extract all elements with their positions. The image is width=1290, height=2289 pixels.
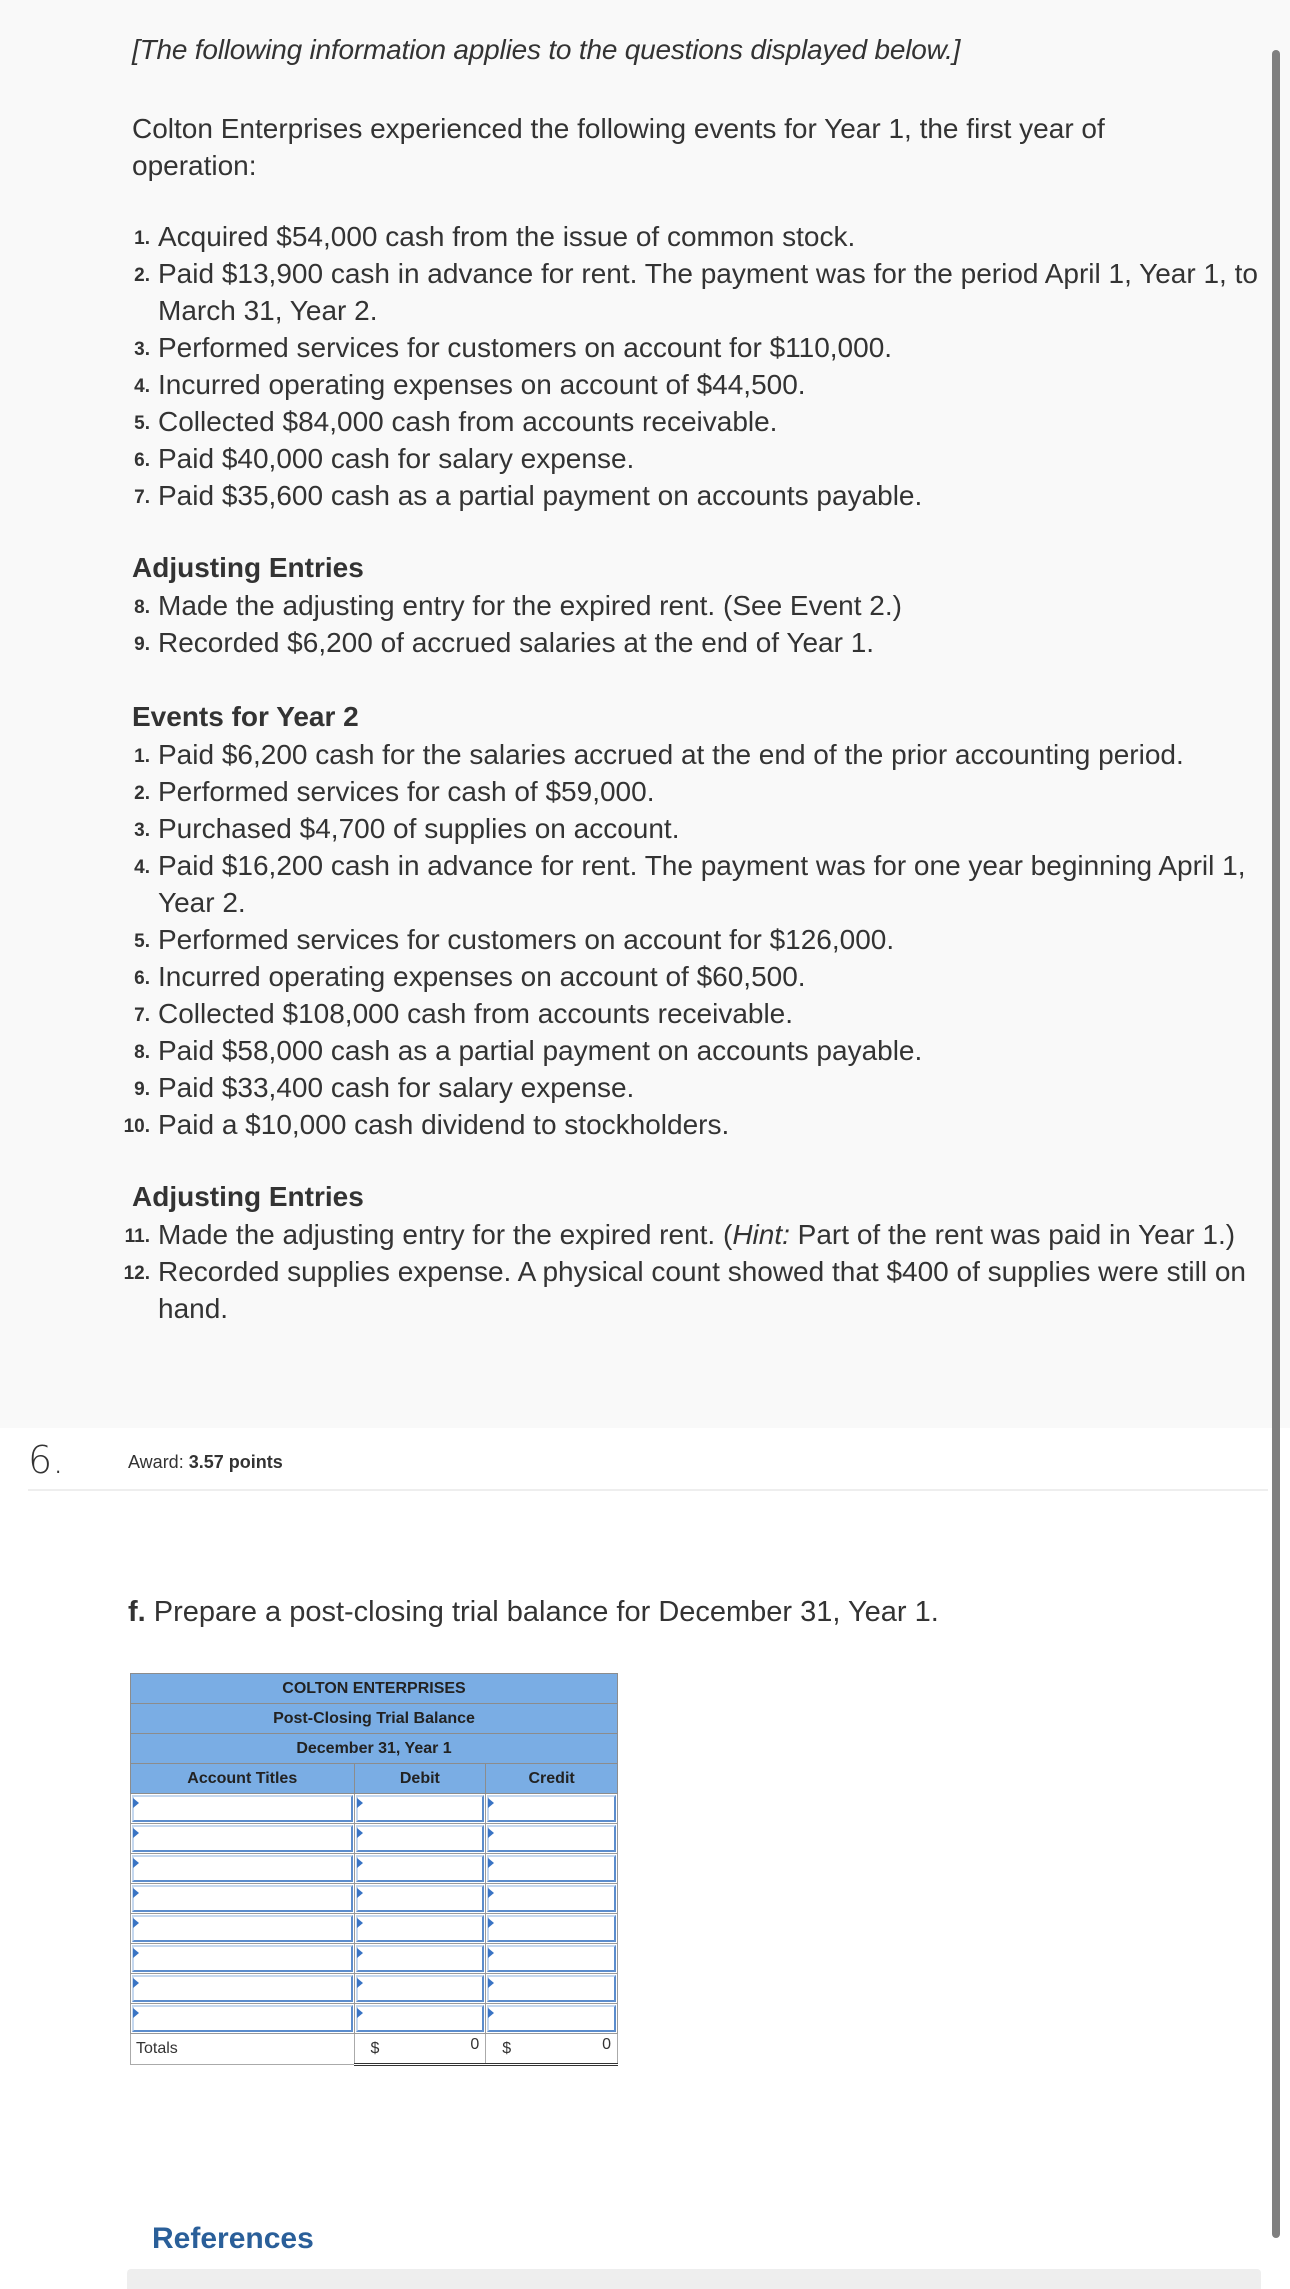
- list-item: 2. Paid $13,900 cash in advance for rent. The payment was for the period April 1, Year 1, to March 31, Year 2.: [134, 258, 1258, 326]
- post-closing-trial-balance-table: [130, 1673, 618, 2066]
- vertical-scrollbar[interactable]: [1272, 50, 1280, 2238]
- references-link[interactable]: References: [152, 2222, 314, 2255]
- table-title: Post-Closing Trial Balance: [131, 1704, 618, 1734]
- debit-input[interactable]: [356, 1885, 485, 1912]
- year2-events-list: [118, 736, 1288, 1143]
- list-item: 2. Performed services for cash of $59,000.: [134, 776, 655, 807]
- totals-label: Totals: [131, 2034, 355, 2065]
- credit-input[interactable]: [487, 1795, 616, 1822]
- debit-input[interactable]: [356, 1825, 485, 1852]
- list-item: 9. Recorded $6,200 of accrued salaries at the end of Year 1.: [134, 627, 875, 658]
- list-item: 8. Paid $58,000 cash as a partial payment on accounts payable.: [134, 1035, 923, 1066]
- list-item: 6. Paid $40,000 cash for salary expense.: [134, 443, 635, 474]
- list-item: 8. Made the adjusting entry for the expired rent. (See Event 2.): [134, 590, 902, 621]
- list-item: 7. Paid $35,600 cash as a partial payment on accounts payable.: [134, 480, 923, 511]
- credit-input[interactable]: [487, 1885, 616, 1912]
- column-header-credit: Credit: [486, 1764, 618, 1794]
- debit-input[interactable]: [356, 1855, 485, 1882]
- total-debit: $ 0: [354, 2034, 486, 2065]
- credit-input[interactable]: [487, 1825, 616, 1852]
- table-row: [131, 1854, 618, 1884]
- debit-input[interactable]: [356, 1795, 485, 1822]
- list-item: 3. Purchased $4,700 of supplies on account.: [134, 813, 680, 844]
- list-item: 4. Incurred operating expenses on account of $44,500.: [134, 369, 806, 400]
- list-item: 12. Recorded supplies expense. A physical count showed that $400 of supplies were still on hand.: [123, 1256, 1247, 1324]
- year2-adjusting-list: [118, 1216, 1288, 1327]
- list-item: 4. Paid $16,200 cash in advance for rent. The payment was for one year beginning April 1, Year 2.: [134, 850, 1246, 918]
- list-item: 6. Incurred operating expenses on account of $60,500.: [134, 961, 806, 992]
- credit-input[interactable]: [487, 1975, 616, 2002]
- list-item: 3. Performed services for customers on account for $110,000.: [134, 332, 893, 363]
- question-number: 6.: [28, 1438, 65, 1482]
- hint-label: Hint:: [732, 1219, 790, 1250]
- credit-input[interactable]: [487, 1945, 616, 1972]
- list-item: 5. Performed services for customers on account for $126,000.: [134, 924, 895, 955]
- debit-input[interactable]: [356, 1945, 485, 1972]
- divider: [28, 1489, 1268, 1491]
- year1-adjusting-heading: Adjusting Entries: [132, 552, 364, 583]
- totals-row: [131, 2034, 618, 2065]
- account-title-dropdown[interactable]: [132, 1825, 353, 1852]
- credit-input[interactable]: [487, 2005, 616, 2032]
- account-title-dropdown[interactable]: [132, 1945, 353, 1972]
- table-row: [131, 1944, 618, 1974]
- list-item: 10. Paid a $10,000 cash dividend to stockholders.: [123, 1109, 730, 1140]
- list-item: 5. Collected $84,000 cash from accounts receivable.: [134, 406, 778, 437]
- list-item: 7. Collected $108,000 cash from accounts receivable.: [134, 998, 794, 1029]
- column-header-debit: Debit: [354, 1764, 486, 1794]
- account-title-dropdown[interactable]: [132, 1885, 353, 1912]
- list-item: 9. Paid $33,400 cash for salary expense.: [134, 1072, 635, 1103]
- info-intro: Colton Enterprises experienced the following events for Year 1, the first year of operation:: [132, 113, 1105, 181]
- question-prompt: f. Prepare a post-closing trial balance for December 31, Year 1.: [128, 1596, 939, 1628]
- list-item: 11. Made the adjusting entry for the expired rent. (Hint: Part of the rent was paid in Year 1.): [124, 1219, 1236, 1250]
- year2-adjusting-heading: Adjusting Entries: [132, 1181, 364, 1212]
- account-title-dropdown[interactable]: [132, 1855, 353, 1882]
- table-row: [131, 1884, 618, 1914]
- info-note: [The following information applies to the questions displayed below.]: [132, 34, 961, 65]
- list-item: 1. Acquired $54,000 cash from the issue of common stock.: [134, 221, 856, 252]
- table-company: COLTON ENTERPRISES: [131, 1674, 618, 1704]
- year1-adjusting-list: [118, 587, 1288, 661]
- debit-input[interactable]: [356, 1915, 485, 1942]
- credit-input[interactable]: [487, 1855, 616, 1882]
- column-header-account-titles: Account Titles: [131, 1764, 355, 1794]
- credit-input[interactable]: [487, 1915, 616, 1942]
- table-row: [131, 1974, 618, 2004]
- references-panel: [127, 2269, 1261, 2289]
- debit-input[interactable]: [356, 2005, 485, 2032]
- table-row: [131, 2004, 618, 2034]
- year2-heading: Events for Year 2: [132, 701, 359, 732]
- table-row: [131, 1914, 618, 1944]
- year1-events-list: [118, 218, 1288, 514]
- table-row: [131, 1824, 618, 1854]
- list-item: 1. Paid $6,200 cash for the salaries accrued at the end of the prior accounting period.: [134, 739, 1184, 770]
- account-title-dropdown[interactable]: [132, 1915, 353, 1942]
- account-title-dropdown[interactable]: [132, 1975, 353, 2002]
- account-title-dropdown[interactable]: [132, 2005, 353, 2032]
- table-date: December 31, Year 1: [131, 1734, 618, 1764]
- table-row: [131, 1794, 618, 1824]
- account-title-dropdown[interactable]: [132, 1795, 353, 1822]
- award-points: Award: 3.57 points: [128, 1452, 283, 1472]
- total-credit: $ 0: [486, 2034, 618, 2065]
- debit-input[interactable]: [356, 1975, 485, 2002]
